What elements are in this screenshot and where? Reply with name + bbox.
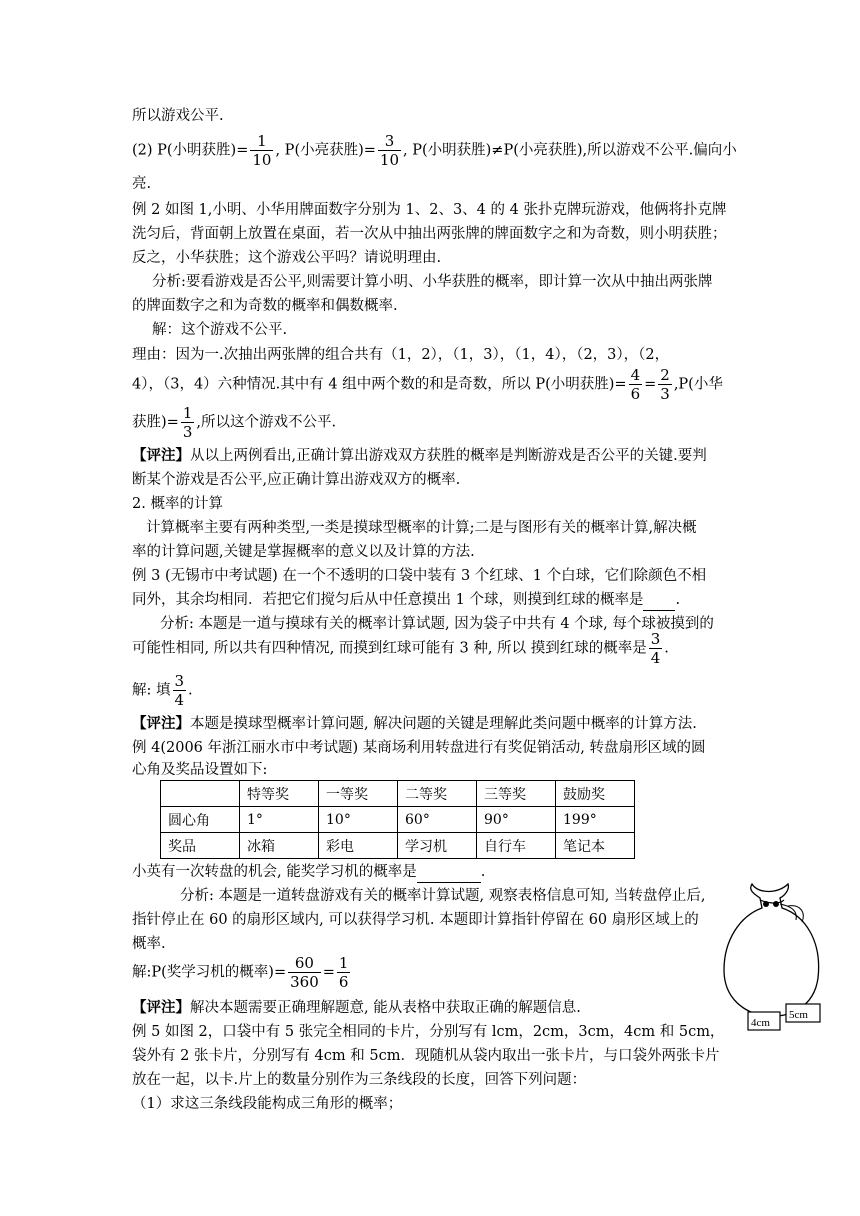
table-cell: 奖品	[161, 833, 240, 859]
table-cell: 圆心角	[161, 807, 240, 833]
text-segment: 获胜)=	[132, 414, 179, 431]
text-line: 理由：因为一.次抽出两张牌的组合共有（1，2），（1，3），（1，4），（2，3），（2，	[132, 347, 670, 363]
fraction	[629, 366, 643, 403]
text-segment: 本题是摸球型概率计算问题, 解决问题的关键是理解此类问题中概率的计算方法.	[190, 716, 697, 732]
text-line: 计算概率主要有两种类型,一类是摸球型概率的计算;二是与图形有关的概率计算,解决概	[146, 520, 697, 536]
text-line: 反之，小华获胜；这个游戏公平吗？请说明理由.	[132, 250, 442, 266]
fraction-numerator: 3	[174, 672, 185, 690]
comment-label: 【评注】	[132, 999, 190, 1016]
bag-knot	[773, 901, 779, 907]
fraction-denominator: 6	[630, 385, 641, 403]
text-line	[132, 998, 581, 1018]
text-line: 例 3 (无锡市中考试题) 在一个不透明的口袋中装有 3 个红球、1 个白球，它们除颜色不相	[132, 568, 707, 584]
table-cell: 学习机	[398, 833, 477, 859]
answer-blank	[643, 590, 675, 611]
card-label: 4cm	[751, 1017, 770, 1029]
table-cell: 冰箱	[240, 833, 319, 859]
table-cell: 一等奖	[319, 781, 398, 807]
text-line: （1）求这三条线段能构成三角形的概率；	[132, 1096, 403, 1112]
section-heading: 2. 概率的计算	[132, 496, 223, 512]
text-segment: 解:P(奖学习机的概率)=	[132, 964, 287, 981]
table-cell: 60°	[398, 807, 477, 833]
text-segment: 小英有一次转盘的机会, 能奖学习机的概率是	[132, 864, 417, 880]
table-cell	[161, 781, 240, 807]
fraction-numerator: 3	[650, 630, 661, 648]
fraction-denominator: 10	[379, 151, 400, 169]
fraction	[649, 630, 663, 667]
text-line: 洗匀后，背面朝上放置在桌面，若一次从中抽出两张牌的牌面数字之和为奇数，则小明获胜；	[132, 226, 727, 242]
text-segment: ,所以这个游戏不公平.	[196, 414, 337, 431]
table-row	[161, 833, 635, 859]
fraction-denominator: 3	[660, 385, 670, 403]
fraction	[288, 954, 321, 991]
text-segment: (2) P(小明获胜)=	[132, 142, 249, 159]
fraction	[173, 672, 187, 709]
fraction-numerator: 2	[660, 366, 670, 384]
text-segment: ,P(小华	[673, 376, 723, 393]
table-cell: 90°	[477, 807, 556, 833]
text-line-fraction	[132, 366, 723, 403]
text-line: 心角及奖品设置如下:	[132, 762, 268, 778]
text-line-fraction	[132, 630, 669, 667]
fraction-numerator: 4	[630, 366, 641, 384]
fraction-numerator: 1	[338, 954, 349, 972]
text-segment: 4），（3，4）六种情况.其中有 4 组中两个数的和是奇数，所以 P(小明获胜)=	[132, 376, 627, 393]
table-cell: 自行车	[477, 833, 556, 859]
text-segment: 解决本题需要正确理解题意, 能从表格中获取正确的解题信息.	[190, 1000, 581, 1016]
text-line: 所以游戏公平.	[132, 108, 224, 124]
text-line: 解：这个游戏不公平.	[152, 322, 288, 338]
fraction-denominator: 4	[650, 649, 661, 667]
bag-knot	[763, 901, 769, 907]
table-cell: 笔记本	[556, 833, 635, 859]
text-line: 袋外有 2 张卡片，分别写有 4cm 和 5cm．现随机从袋内取出一张卡片，与口袋外两张卡片	[132, 1048, 720, 1064]
text-line: 指针停止在 60 的扇形区域内, 可以获得学习机. 本题即计算指针停留在 60 扇形区域上的	[132, 912, 699, 928]
text-line: 分析: 本题是一道与摸球有关的概率计算试题, 因为袋子中共有 4 个球, 每个球被摸到的	[160, 616, 714, 632]
bag-outline	[724, 884, 819, 1016]
text-segment: 从以上两例看出,正确计算出游戏双方获胜的概率是判断游戏是否公平的关键.要判	[190, 448, 707, 464]
fraction	[250, 132, 273, 169]
text-line: 例 2 如图 1,小明、小华用牌面数字分别为 1、2、3、4 的 4 张扑克牌玩游戏，他俩将扑克牌	[132, 202, 727, 218]
text-segment: , P(小亮获胜)=	[275, 142, 376, 159]
fraction	[181, 404, 195, 441]
text-line: 亮.	[132, 176, 152, 192]
fraction-denominator: 360	[290, 973, 319, 991]
text-line	[132, 714, 697, 734]
card-label: 5cm	[789, 1009, 808, 1021]
text-segment: =	[322, 964, 335, 981]
text-line: 的牌面数字之和为奇数的概率和偶数概率.	[132, 298, 398, 314]
text-segment: 同外，其余均相同．若把它们搅匀后从中任意摸出 1 个球，则摸到红球的概率是	[132, 592, 644, 608]
table-cell: 特等奖	[240, 781, 319, 807]
table-cell: 三等奖	[477, 781, 556, 807]
text-line: 概率.	[132, 936, 166, 952]
fraction	[378, 132, 401, 169]
prize-table	[160, 780, 635, 859]
text-line: 断某个游戏是否公平,应正确计算出游戏双方的概率.	[132, 472, 461, 488]
fraction-denominator: 3	[182, 423, 193, 441]
text-line-fraction	[132, 132, 737, 169]
text-line: 例 4(2006 年浙江丽水市中考试题) 某商场利用转盘进行有奖促销活动, 转盘扇形区域的圆	[132, 740, 706, 756]
text-line-fraction	[132, 672, 193, 709]
text-line-fraction	[132, 954, 352, 991]
fraction-numerator: 60	[288, 954, 321, 973]
text-line: 率的计算问题,关键是掌握概率的意义以及计算的方法.	[132, 544, 475, 560]
text-segment: , P(小明获胜)≠P(小亮获胜),所以游戏不公平.偏向小	[403, 142, 737, 159]
fraction-numerator: 1	[250, 132, 273, 151]
fraction-denominator: 6	[338, 973, 349, 991]
text-line: 分析: 本题是一道转盘游戏有关的概率计算试题, 观察表格信息可知, 当转盘停止后,	[180, 888, 706, 904]
table-row	[161, 807, 635, 833]
text-line	[132, 862, 485, 883]
table-cell: 鼓励奖	[556, 781, 635, 807]
table-cell: 二等奖	[398, 781, 477, 807]
text-segment: .	[188, 682, 193, 699]
text-line: 例 5 如图 2，口袋中有 5 张完全相同的卡片，分别写有 lcm，2cm，3cm，4cm 和 5cm，	[132, 1024, 725, 1040]
fraction-numerator: 3	[378, 132, 401, 151]
text-segment: =	[644, 376, 657, 393]
comment-label: 【评注】	[132, 447, 190, 464]
fraction-numerator: 1	[182, 404, 193, 422]
text-segment: .	[675, 592, 681, 608]
text-segment: .	[664, 640, 669, 657]
fraction	[337, 954, 351, 991]
text-segment: .	[480, 864, 486, 880]
text-line: 放在一起，以卡.片上的数量分别作为三条线段的长度，回答下列问题：	[132, 1072, 587, 1088]
answer-blank	[417, 862, 481, 883]
text-line-fraction	[132, 404, 336, 441]
text-line: 分析:要看游戏是否公平,则需要计算小明、小华获胜的概率，即计算一次从中抽出两张牌	[152, 274, 713, 290]
table-cell: 10°	[319, 807, 398, 833]
text-segment: 解: 填	[132, 682, 171, 699]
text-line	[132, 590, 680, 611]
comment-label: 【评注】	[132, 715, 190, 732]
table-cell: 1°	[240, 807, 319, 833]
table-row	[161, 781, 635, 807]
text-segment: 可能性相同, 所以共有四种情况, 而摸到红球可能有 3 种, 所以 摸到红球的概率是	[132, 640, 647, 657]
table-cell: 彩电	[319, 833, 398, 859]
fraction-denominator: 4	[174, 691, 185, 709]
bag-figure	[718, 882, 828, 1032]
fraction	[658, 366, 672, 403]
text-line	[132, 446, 707, 466]
table-cell: 199°	[556, 807, 635, 833]
fraction-denominator: 10	[252, 151, 272, 169]
